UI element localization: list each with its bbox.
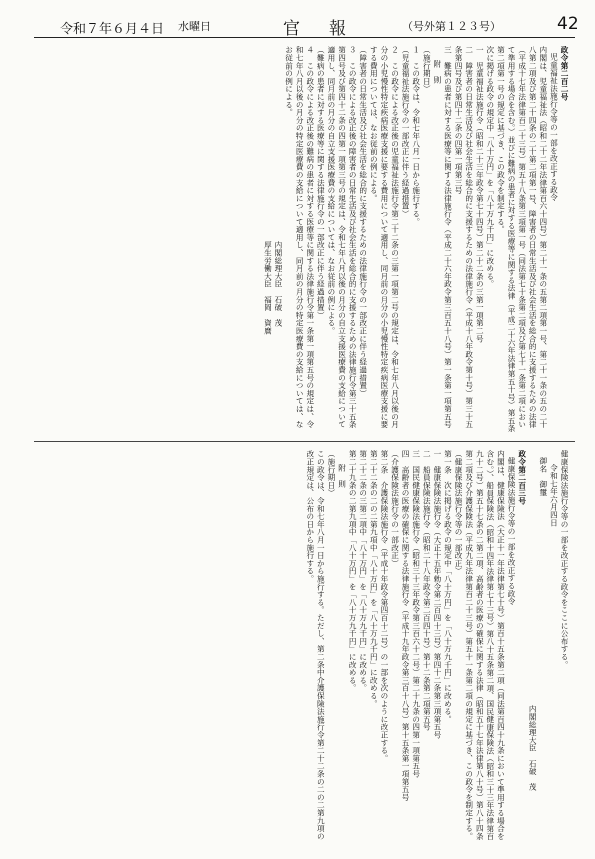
top-line-11: （障害者の日常生活及び社会生活を総合的に支援するための法律施行令の一部改正に伴う経過措置） <box>358 46 368 397</box>
bottom-line-12: 第二十九条の二第九項中「八十万円」を「八十万九千円」に改める。 <box>348 450 358 692</box>
section-rule <box>34 441 575 442</box>
top-line-10: ２ この政令による改正後の児童福祉法施行令第二十二条の三第一項第二号の規定は、令和七年八月以後の月分の小児慢性特定疾病医療支援に要する費用について適用し、同月前の月分の小児慢性特定疾病医療支援に要する費用については、なお従前の例による。 <box>369 46 400 429</box>
page-number: 42 <box>557 14 579 34</box>
bottom-line-14: （施行期日） <box>326 450 336 497</box>
bottom-line-6: 三 国民健康保険法施行令（昭和三十三年政令第三百六十二号）第二十九条の四第一項第五号 <box>411 450 421 778</box>
bottom-line-15: この政令は、令和七年八月一日から施行する。ただし、第二条中介護保険法施行令第二十二条の二の二第九項の改正規定は、公布の日から施行する。 <box>305 450 326 840</box>
page-header <box>0 0 595 40</box>
bottom-line-11: 第二十二条の三第二項中「八十万円」を「八十万九千円」に改める。 <box>358 450 368 692</box>
imperial-seal: 御名 御璽 <box>538 457 548 496</box>
bottom-line-2: （健康保険法施行令等の一部改正） <box>454 450 464 575</box>
signer-0: 内閣総理大臣 石破 茂 <box>273 241 283 327</box>
gazette-title: 官 報 <box>283 19 352 39</box>
issue-date: 令和７年６月４日 <box>60 22 165 37</box>
bottom-line-7: 四 高齢者の医療の確保に関する法律施行令（平成十九年政令第三百十八号）第十五条第一項第五号 <box>401 450 411 801</box>
signer-1: 厚生労働大臣 福岡 資麿 <box>263 241 273 335</box>
bottom-section <box>34 450 569 845</box>
bottom-line-3: 第一条 次に掲げる政令の規定中「八十万円」を「八十万九千円」に改める。 <box>443 450 453 723</box>
promulgation-date: 令和七年六月四日 <box>549 464 559 527</box>
bottom-line-9: 第二条 介護保険法施行令（平成十年政令第四百十二号）の一部を次のように改正する。 <box>379 450 389 762</box>
prime-minister: 内閣総理大臣 石破 茂 <box>528 705 538 791</box>
header-rule <box>34 37 575 38</box>
top-section <box>34 46 569 434</box>
bottom-line-13: 附 則 <box>337 464 347 488</box>
top-line-8: １ この政令は、令和七年八月一日から施行する。 <box>411 46 421 226</box>
top-line-2: 次に掲げる政令の規定中「八十万円」を「八十万九千円」に改める。 <box>485 46 495 288</box>
top-line-1: 内閣は、児童福祉法（昭和二十二年法律第百六十四号）第二十一条の五第二項第一号、第二十一条の五の二十八第二項及び第二十四条の二十第二項第一号、障害者の日常生活及び社会生活を総合的に支援するための法律（平成十七年法律第百二十三号）第五十八条第三項第一号（同法第七十条第二項及び第七十一条第二項において準用する場合を含む。）並びに難病の患者に対する医療等に関する法律（平成二十六年法律第五十号）第五条第二項第一号の規定に基づき、この政令を制定する。 <box>496 46 548 433</box>
bottom-line-0: 健康保険法施行令等の一部を改正する政令 <box>507 457 517 606</box>
top-line-5: 三 難病の患者に対する医療等に関する法律施行令（平成二十六年政令第三百五十八号）第一条第一項第五号 <box>443 46 453 429</box>
bottom-line-8: （介護保険法施行令の一部改正） <box>390 450 400 567</box>
top-line-4: 二 障害者の日常生活及び社会生活を総合的に支援するための法律施行令（平成十八年政令第十号）第三十五条第四号及び第四十二条の四第一項第三号 <box>454 46 474 429</box>
ordinance-number-2: 政令第二百三号 <box>517 450 527 505</box>
top-line-12: ３ この政令による改正後の障害者の日常生活及び社会生活を総合的に支援するための法律施行令第三十五条第四号及び第四十二条の四第一項第三号の規定は、令和七年八月以後の月分の自立支援医療費の支給について適用し、同月前の月分の自立支援医療費の支給については、なお従前の例による。 <box>326 46 358 429</box>
bottom-line-10: 第二十二条の二の二第九項中「八十万円」を「八十万九千円」に改める。 <box>369 450 379 708</box>
bottom-line-5: 二 船員保険法施行令（昭和二十八年政令第二百四十号）第十二条第二項第五号 <box>422 450 432 731</box>
bottom-line-4: 一 健康保険法施行令（大正十五年勅令第二百四十三号）第四十二条第三項第五号 <box>432 450 442 739</box>
promulgation-text: 健康保険法施行令等の一部を改正する政令をここに公布する。 <box>560 450 569 669</box>
ordinance-number: 政令第二百二号 <box>560 46 569 101</box>
top-line-7: （施行期日） <box>422 46 432 93</box>
top-note: （難病の患者に対する医療等に関する法律施行令の一部改正に伴う経過措置） <box>316 46 326 319</box>
weekday: 水曜日 <box>178 20 211 33</box>
top-item-4: ４ この政令による改正後の難病の患者に対する医療等に関する法律施行令第一条第一項第五号の規定は、令和七年八月以後の月分の特定医療費の支給について適用し、同月前の月分の特定医療費の支給については、なお従前の例による。 <box>284 46 315 429</box>
top-line-6: 附 則 <box>432 60 442 84</box>
issue-number: （号外第１２３号） <box>402 20 501 33</box>
top-line-9: （児童福祉法施行令の一部改正に伴う経過措置） <box>401 46 411 218</box>
bottom-line-1: 内閣は、健康保険法（大正十一年法律第七十号）第百十五条第二項（同法第百四十九条において準用する場合を含む。）、船員保険法（昭和十四年法律第七十三号）第八十五条第二項、国民健康保険法（昭和三十三年法律第百九十二号）第五十七条の二第二項、高齢者の医療の確保に関する法律（昭和五十七年法律第八十号）第八十四条第二項及び介護保険法（平成九年法律第百二十三号）第五十一条第二項の規定に基づき、この政令を制定する。 <box>464 450 506 841</box>
top-line-0: 児童福祉法施行令等の一部を改正する政令 <box>549 53 559 202</box>
top-line-3: 一 児童福祉法施行令（昭和二十三年政令第七十四号）第二十二条の三第一項第二号 <box>475 46 485 343</box>
